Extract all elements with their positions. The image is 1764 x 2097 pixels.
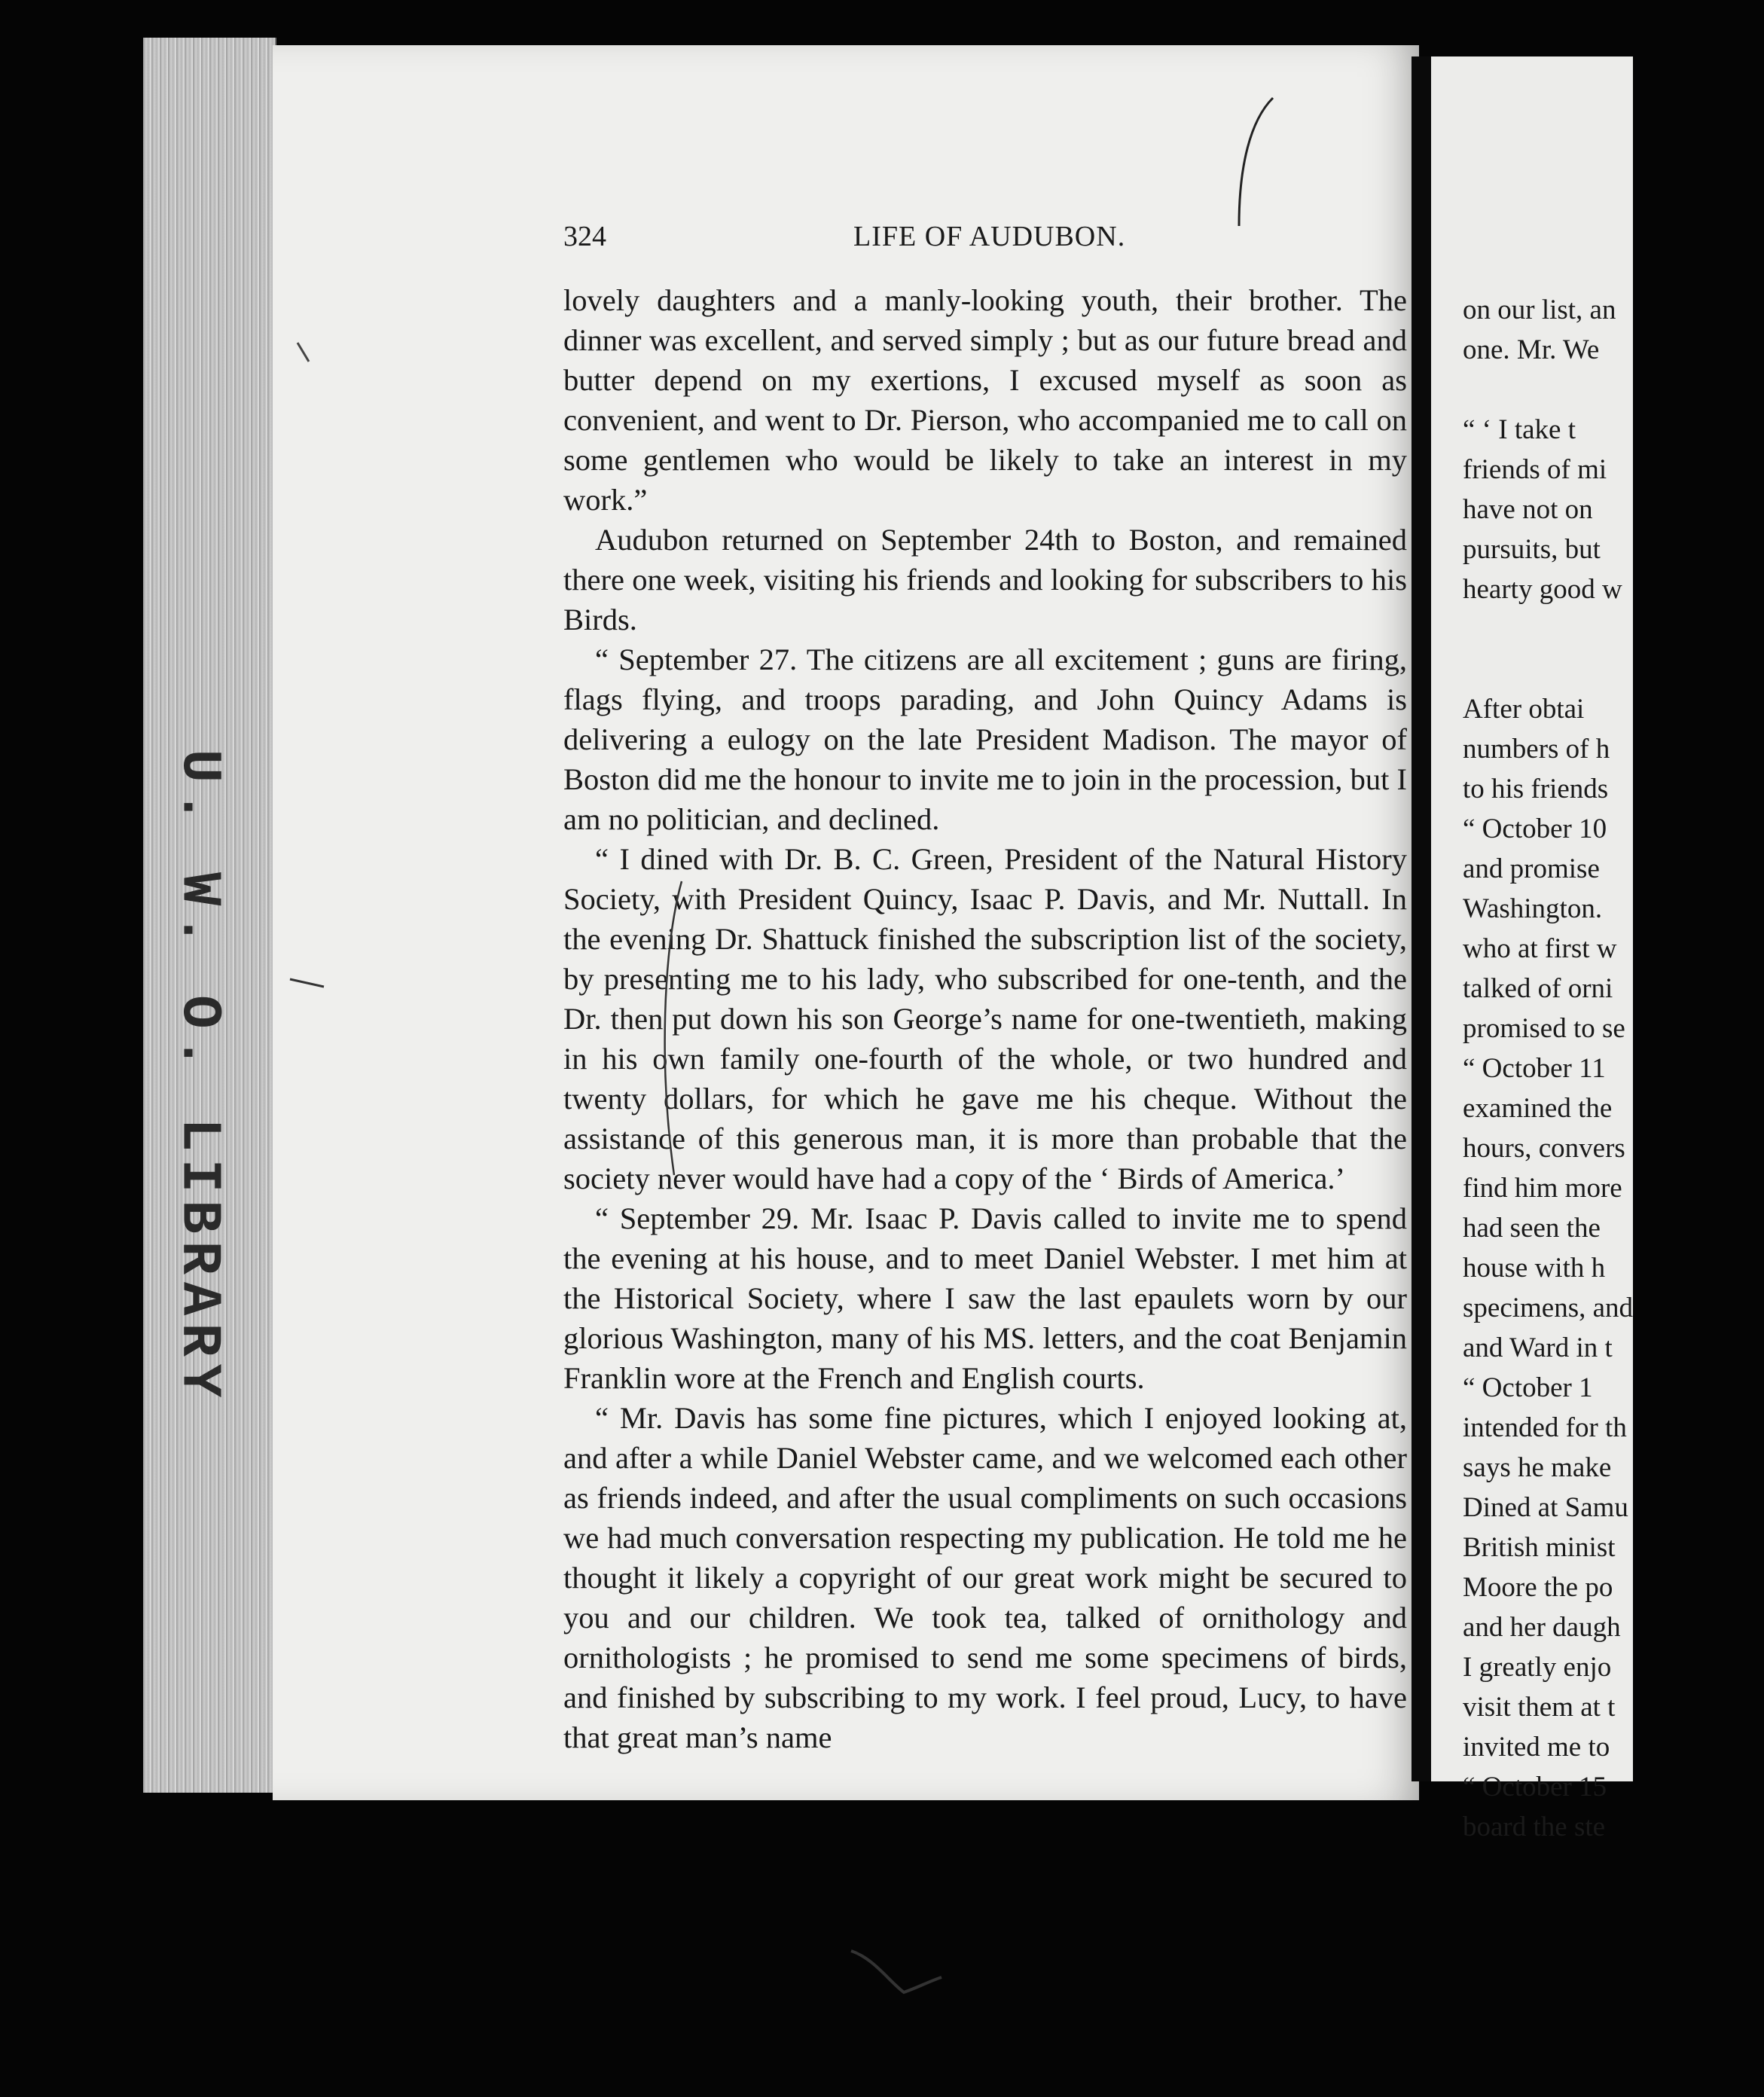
paragraph: “ September 27. The citizens are all excitement ; guns are firing, flags flying, and troops parading, and John Quincy Adams is delivering a eulogy on the late President Madison. The mayor of Boston did me the honour to invite me to join in the procession, but I am no politician, and declined. <box>563 643 1407 836</box>
pencil-bracket-mark <box>1239 98 1273 226</box>
right-page-line: hours, convers <box>1463 1133 1625 1164</box>
right-page-line: who at first w <box>1463 933 1617 964</box>
right-page-line: board the ste <box>1463 1812 1606 1842</box>
right-page-line: promised to se <box>1463 1013 1625 1044</box>
book-gutter <box>1412 56 1431 1781</box>
right-page-line: have not on <box>1463 494 1593 525</box>
paragraph: “ I dined with Dr. B. C. Green, President of the Natural History Society, with President Quincy, Isaac P. Davis, and Mr. Nuttall. In the evening Dr. Shattuck finished the subscription list of the society, by presenting me to his lady, who subscribed for one-tenth, and the Dr. then put down his son George’s name for one-twentieth, making in his own family one-fourth of the whole, or two hundred and twenty dollars, for which he gave me his cheque. Without the assistance of this generous man, it is more than probable that the society never would have had a copy of the ‘ Birds of America.’ <box>563 842 1407 1195</box>
right-page-line: “ October 15 <box>1463 1772 1607 1802</box>
page-number: 324 <box>563 221 606 252</box>
right-page-line: hearty good w <box>1463 574 1622 605</box>
paragraph: lovely daughters and a manly-looking youth, their brother. The dinner was excellent, and served simply ; but as our future bread and butter depend on my exertions, I excused myself as soon as convenient, and went to Dr. Pierson, who accompanied me to call on some gentlemen who would be likely to take an interest in my work.” <box>563 283 1407 517</box>
pencil-squiggle-mark <box>851 1951 942 1992</box>
right-page-line: says he make <box>1463 1452 1612 1483</box>
right-page-line: on our list, an <box>1463 295 1616 325</box>
right-page-line: to his friends <box>1463 774 1609 804</box>
running-title: LIFE OF AUDUBON. <box>853 221 1126 252</box>
right-page-line: and Ward in t <box>1463 1332 1613 1363</box>
right-page-line: British minist <box>1463 1532 1616 1563</box>
right-page-line: one. Mr. We <box>1463 334 1600 365</box>
right-page-line: specimens, and <box>1463 1293 1634 1323</box>
right-page-line: visit them at t <box>1463 1692 1616 1723</box>
right-page <box>1431 56 1634 1842</box>
right-page-line: examined the <box>1463 1093 1613 1124</box>
paragraph: Audubon returned on September 24th to Boston, and remained there one week, visiting his friends and looking for subscribers to his Birds. <box>563 523 1407 636</box>
right-page-line: “ October 1 <box>1463 1372 1593 1403</box>
right-page-line: pursuits, but <box>1463 534 1601 565</box>
right-page-line: Dined at Samu <box>1463 1492 1628 1523</box>
right-page-line: intended for th <box>1463 1412 1627 1443</box>
right-page-line: invited me to <box>1463 1732 1610 1763</box>
right-page-line: Moore the po <box>1463 1572 1613 1603</box>
right-page-line: “ ‘ I take t <box>1463 414 1576 445</box>
right-page-line: and promise <box>1463 853 1600 884</box>
paragraph: “ September 29. Mr. Isaac P. Davis called to invite me to spend the evening at his house, and to meet Daniel Webster. I met him at the Historical Society, where I saw the last epaulets worn by our glorious Washington, many of his MS. letters, and the coat Benjamin Franklin wore at the French and English courts. <box>563 1201 1407 1395</box>
right-page-line: numbers of h <box>1463 734 1610 765</box>
paragraph: “ Mr. Davis has some fine pictures, which I enjoyed looking at, and after a while Daniel Webster came, and we welcomed each other as friends indeed, and after the usual compliments on such occasions we had much conversation respecting my publication. He told me he thought it likely a copyright of our great work might be secured to you and our children. We took tea, talked of ornithology and ornithologists ; he promised to send me some specimens of birds, and finished by subscribing to my work. I feel proud, Lucy, to have that great man’s name <box>563 1401 1407 1754</box>
right-page-line: I greatly enjo <box>1463 1652 1612 1683</box>
right-page-line: find him more <box>1463 1173 1622 1204</box>
right-page-line: talked of orni <box>1463 973 1613 1004</box>
right-page-line: had seen the <box>1463 1213 1601 1244</box>
right-page-line <box>1463 609 1764 649</box>
right-page-line: After obtai <box>1463 694 1585 725</box>
library-stamp-text: U. W. O. LIBRARY <box>166 749 230 1406</box>
pencil-dash-mark <box>290 979 324 987</box>
pencil-tick-mark <box>298 343 309 362</box>
right-page-line: house with h <box>1463 1253 1606 1284</box>
right-page-line: and her daugh <box>1463 1612 1621 1643</box>
right-page-line: “ October 10 <box>1463 813 1607 844</box>
right-page-line: “ October 11 <box>1463 1053 1606 1084</box>
right-page-line: friends of mi <box>1463 454 1607 485</box>
right-page-line <box>1463 649 1764 689</box>
right-page-text <box>1463 290 1764 1847</box>
right-page-line: Washington. <box>1463 893 1603 924</box>
pencil-margin-line <box>665 881 682 1175</box>
right-page-line <box>1463 370 1764 410</box>
